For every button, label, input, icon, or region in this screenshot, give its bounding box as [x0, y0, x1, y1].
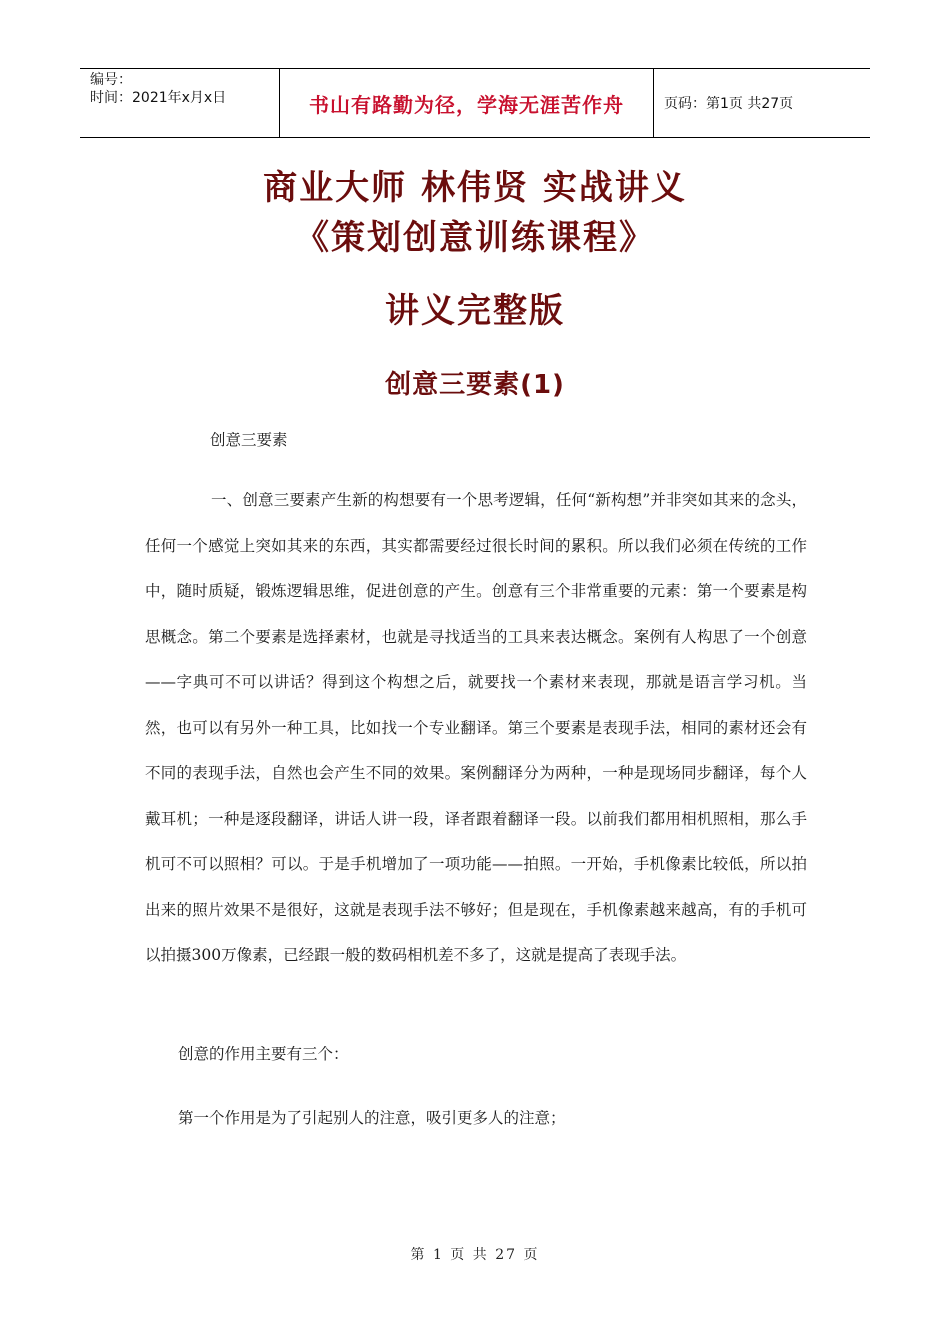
title-line-2: 《策划创意训练课程》 — [295, 218, 655, 258]
header-page-info: 页码：第1页 共27页 — [664, 96, 794, 112]
section-subtitle: 创意三要素 — [210, 431, 288, 449]
title-line-3: 讲义完整版 — [385, 291, 565, 331]
header-meta — [80, 69, 280, 137]
number-label: 编号： — [90, 72, 132, 88]
section-title: 创意三要素(1) — [385, 370, 565, 400]
page-footer: 第 1 页 共 27 页 — [410, 1247, 540, 1263]
document-header — [80, 68, 870, 138]
title-line-1: 商业大师 林伟贤 实战讲义 — [263, 168, 687, 208]
paragraph-first-function: 第一个作用是为了引起别人的注意，吸引更多人的注意； — [178, 1109, 566, 1127]
time-label: 时间：2021年x月x日 — [90, 90, 227, 106]
paragraph-main: 一、创意三要素产生新的构想要有一个思考逻辑，任何“新构想”并非突如其来的念头，任何一个感觉上突如其来的东西，其实都需要经过很长时间的累积。所以我们必须在传统的工作中，随时质疑，锻炼逻辑思维，促进创意的产生。创意有三个非常重要的元素：第一个要素是构思概念。第二个要素是选择素材，也就是寻找适当的工具来表达概念。案例有人构思了一个创意——字典可不可以讲话？得到这个构想之后，就要找一个素材来表现，那就是语言学习机。当然，也可以有另外一种工具，比如找一个专业翻译。第三个要素是表现手法，相同的素材还会有不同的表现手法，自然也会产生不同的效果。案例翻译分为两种，一种是现场同步翻译，每个人戴耳机；一种是逐段翻译，讲话人讲一段，译者跟着翻译一段。以前我们都用相机照相，那么手机可不可以照相？可以。于是手机增加了一项功能——拍照。一开始，手机像素比较低，所以拍出来的照片效果不是很好，这就是表现手法不够好；但是现在，手机像素越来越高，有的手机可以拍摄300万像素，已经跟一般的数码相机差不多了，这就是提高了表现手法。 — [145, 491, 807, 964]
paragraph-functions-intro: 创意的作用主要有三个： — [178, 1045, 349, 1063]
header-motto: 书山有路勤为径，学海无涯苦作舟 — [280, 69, 654, 137]
